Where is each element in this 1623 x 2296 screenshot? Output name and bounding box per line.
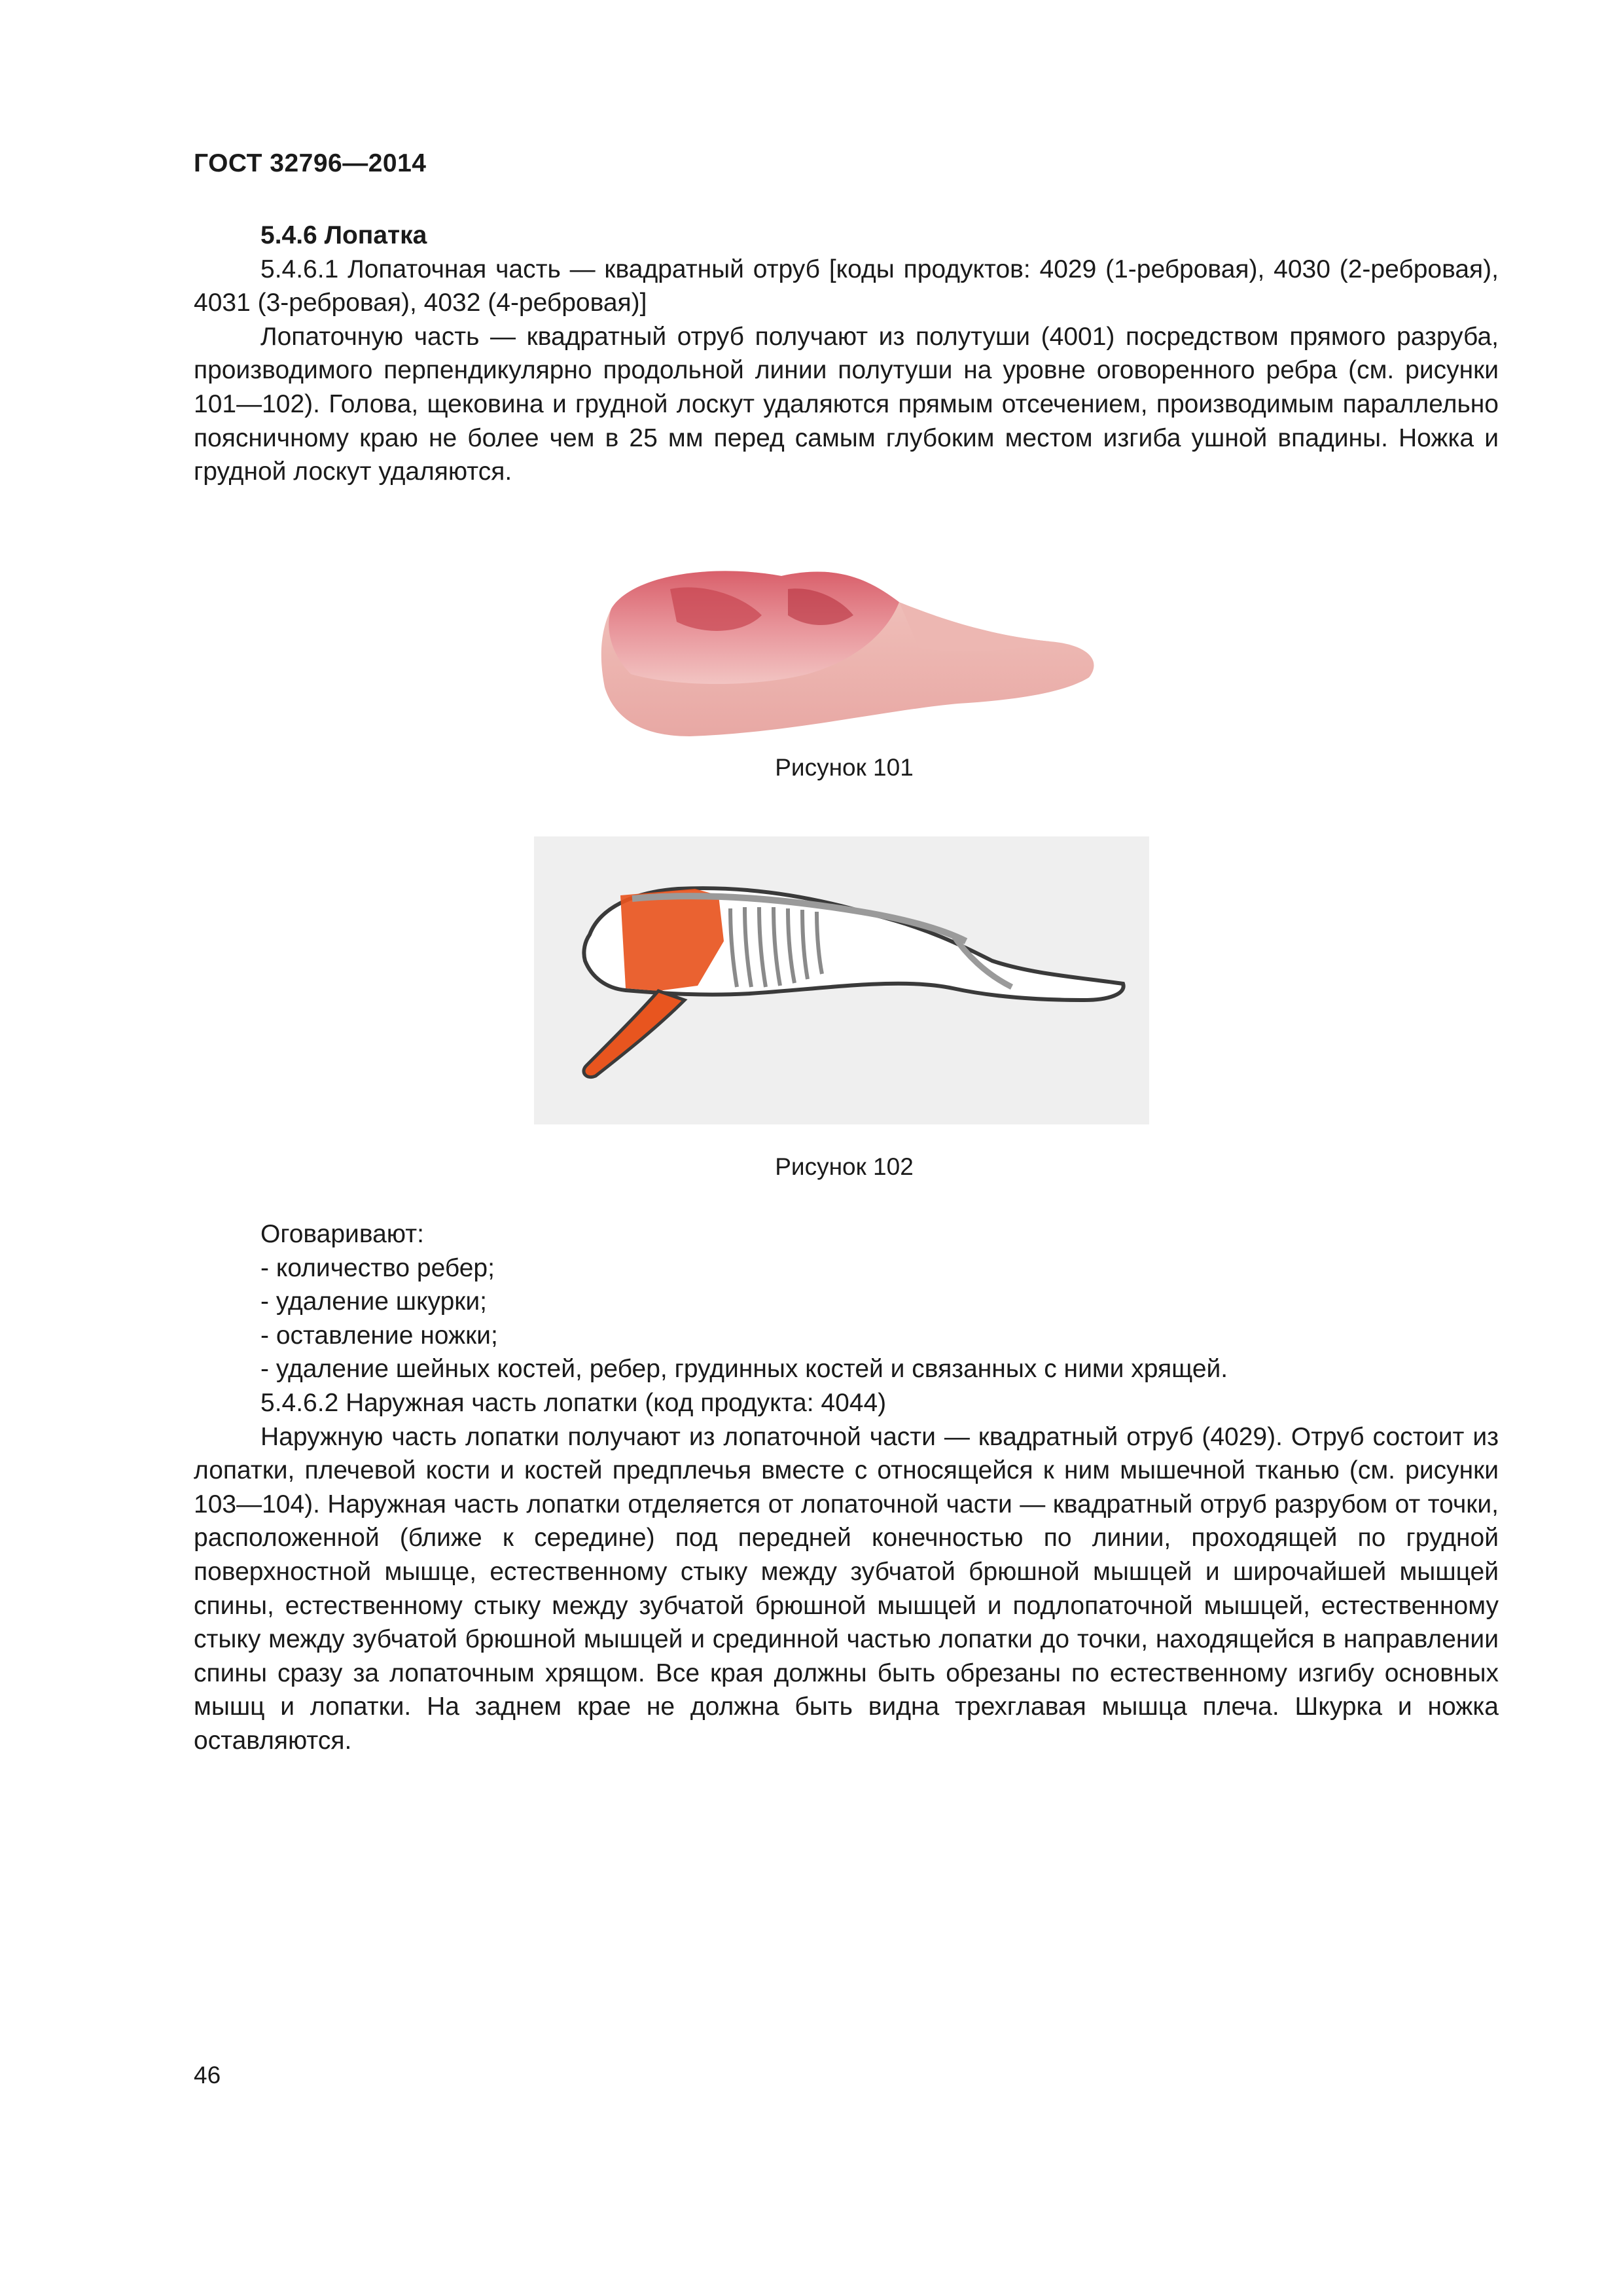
section-heading: 5.4.6 Лопатка: [260, 221, 427, 249]
carcass-diagram: [534, 836, 1149, 1124]
list-item: - удаление шкурки;: [260, 1287, 487, 1316]
figure-102-diagram: [534, 836, 1149, 1124]
figure-101-caption: Рисунок 101: [775, 754, 914, 781]
standard-header: ГОСТ 32796—2014: [194, 149, 427, 177]
list-item: - удаление шейных костей, ребер, грудинных костей и связанных с ними хрящей.: [260, 1355, 1228, 1384]
list-item: - оставление ножки;: [260, 1321, 498, 1350]
paragraph: Наружную часть лопатки получают из лопаточной части — квадратный отруб (4029). Отруб состоит из лопатки, плечевой кости и костей предплечья вместе с относящейся к ним мышечной тканью (см. рисунки 103—104). Наружная часть лопатки отделяется от лопаточной части — квадратный отруб разрубом от точки, расположенной (ближе к середине) под передней конечностью по линии, проходящей по грудной поверхностной мышце, естественному стыку между зубчатой брюшной мышцей и широчайшей мышцей спины, естественному стыку между зубчатой брюшной мышцей и подлопаточной мышцей, естественному стыку между зубчатой брюшной мышцей и срединной частью лопатки до точки, находящейся в направлении спины сразу за лопаточным хрящом. Все края должны быть обрезаны по естественному изгибу основных мышц и лопатки. На заднем крае не должна быть видна трехглавая мышца плеча. Шкурка и ножка оставляются.: [194, 1422, 1499, 1755]
figure-102-caption: Рисунок 102: [775, 1153, 914, 1180]
paragraph: 5.4.6.1 Лопаточная часть — квадратный отруб [коды продуктов: 4029 (1-ребровая), 4030 (2-ребровая), 4031 (3-ребровая), 4032 (4-ребровая)]: [194, 255, 1499, 317]
list-item: - количество ребер;: [260, 1253, 495, 1282]
figure-101-photo: [592, 537, 1102, 753]
section-bottom: [194, 1217, 1499, 1758]
paragraph: Лопаточную часть — квадратный отруб получают из полутуши (4001) посредством прямого разруба, производимого перпендикулярно продольной линии полутуши на уровне оговоренного ребра (см. рисунки 101—102). Голова, щековина и грудной лоскут удаляются прямым отсечением, производимым параллельно поясничному краю не более чем в 25 мм перед самым глубоким местом изгиба ушной впадины. Ножка и грудной лоскут удаляются.: [194, 322, 1499, 486]
list-intro: Оговаривают:: [260, 1220, 424, 1248]
section-top: [194, 219, 1499, 489]
page-number: 46: [194, 2062, 221, 2089]
subsection-heading: 5.4.6.2 Наружная часть лопатки (код продукта: 4044): [260, 1388, 887, 1417]
meat-cut-illustration: [592, 537, 1102, 753]
